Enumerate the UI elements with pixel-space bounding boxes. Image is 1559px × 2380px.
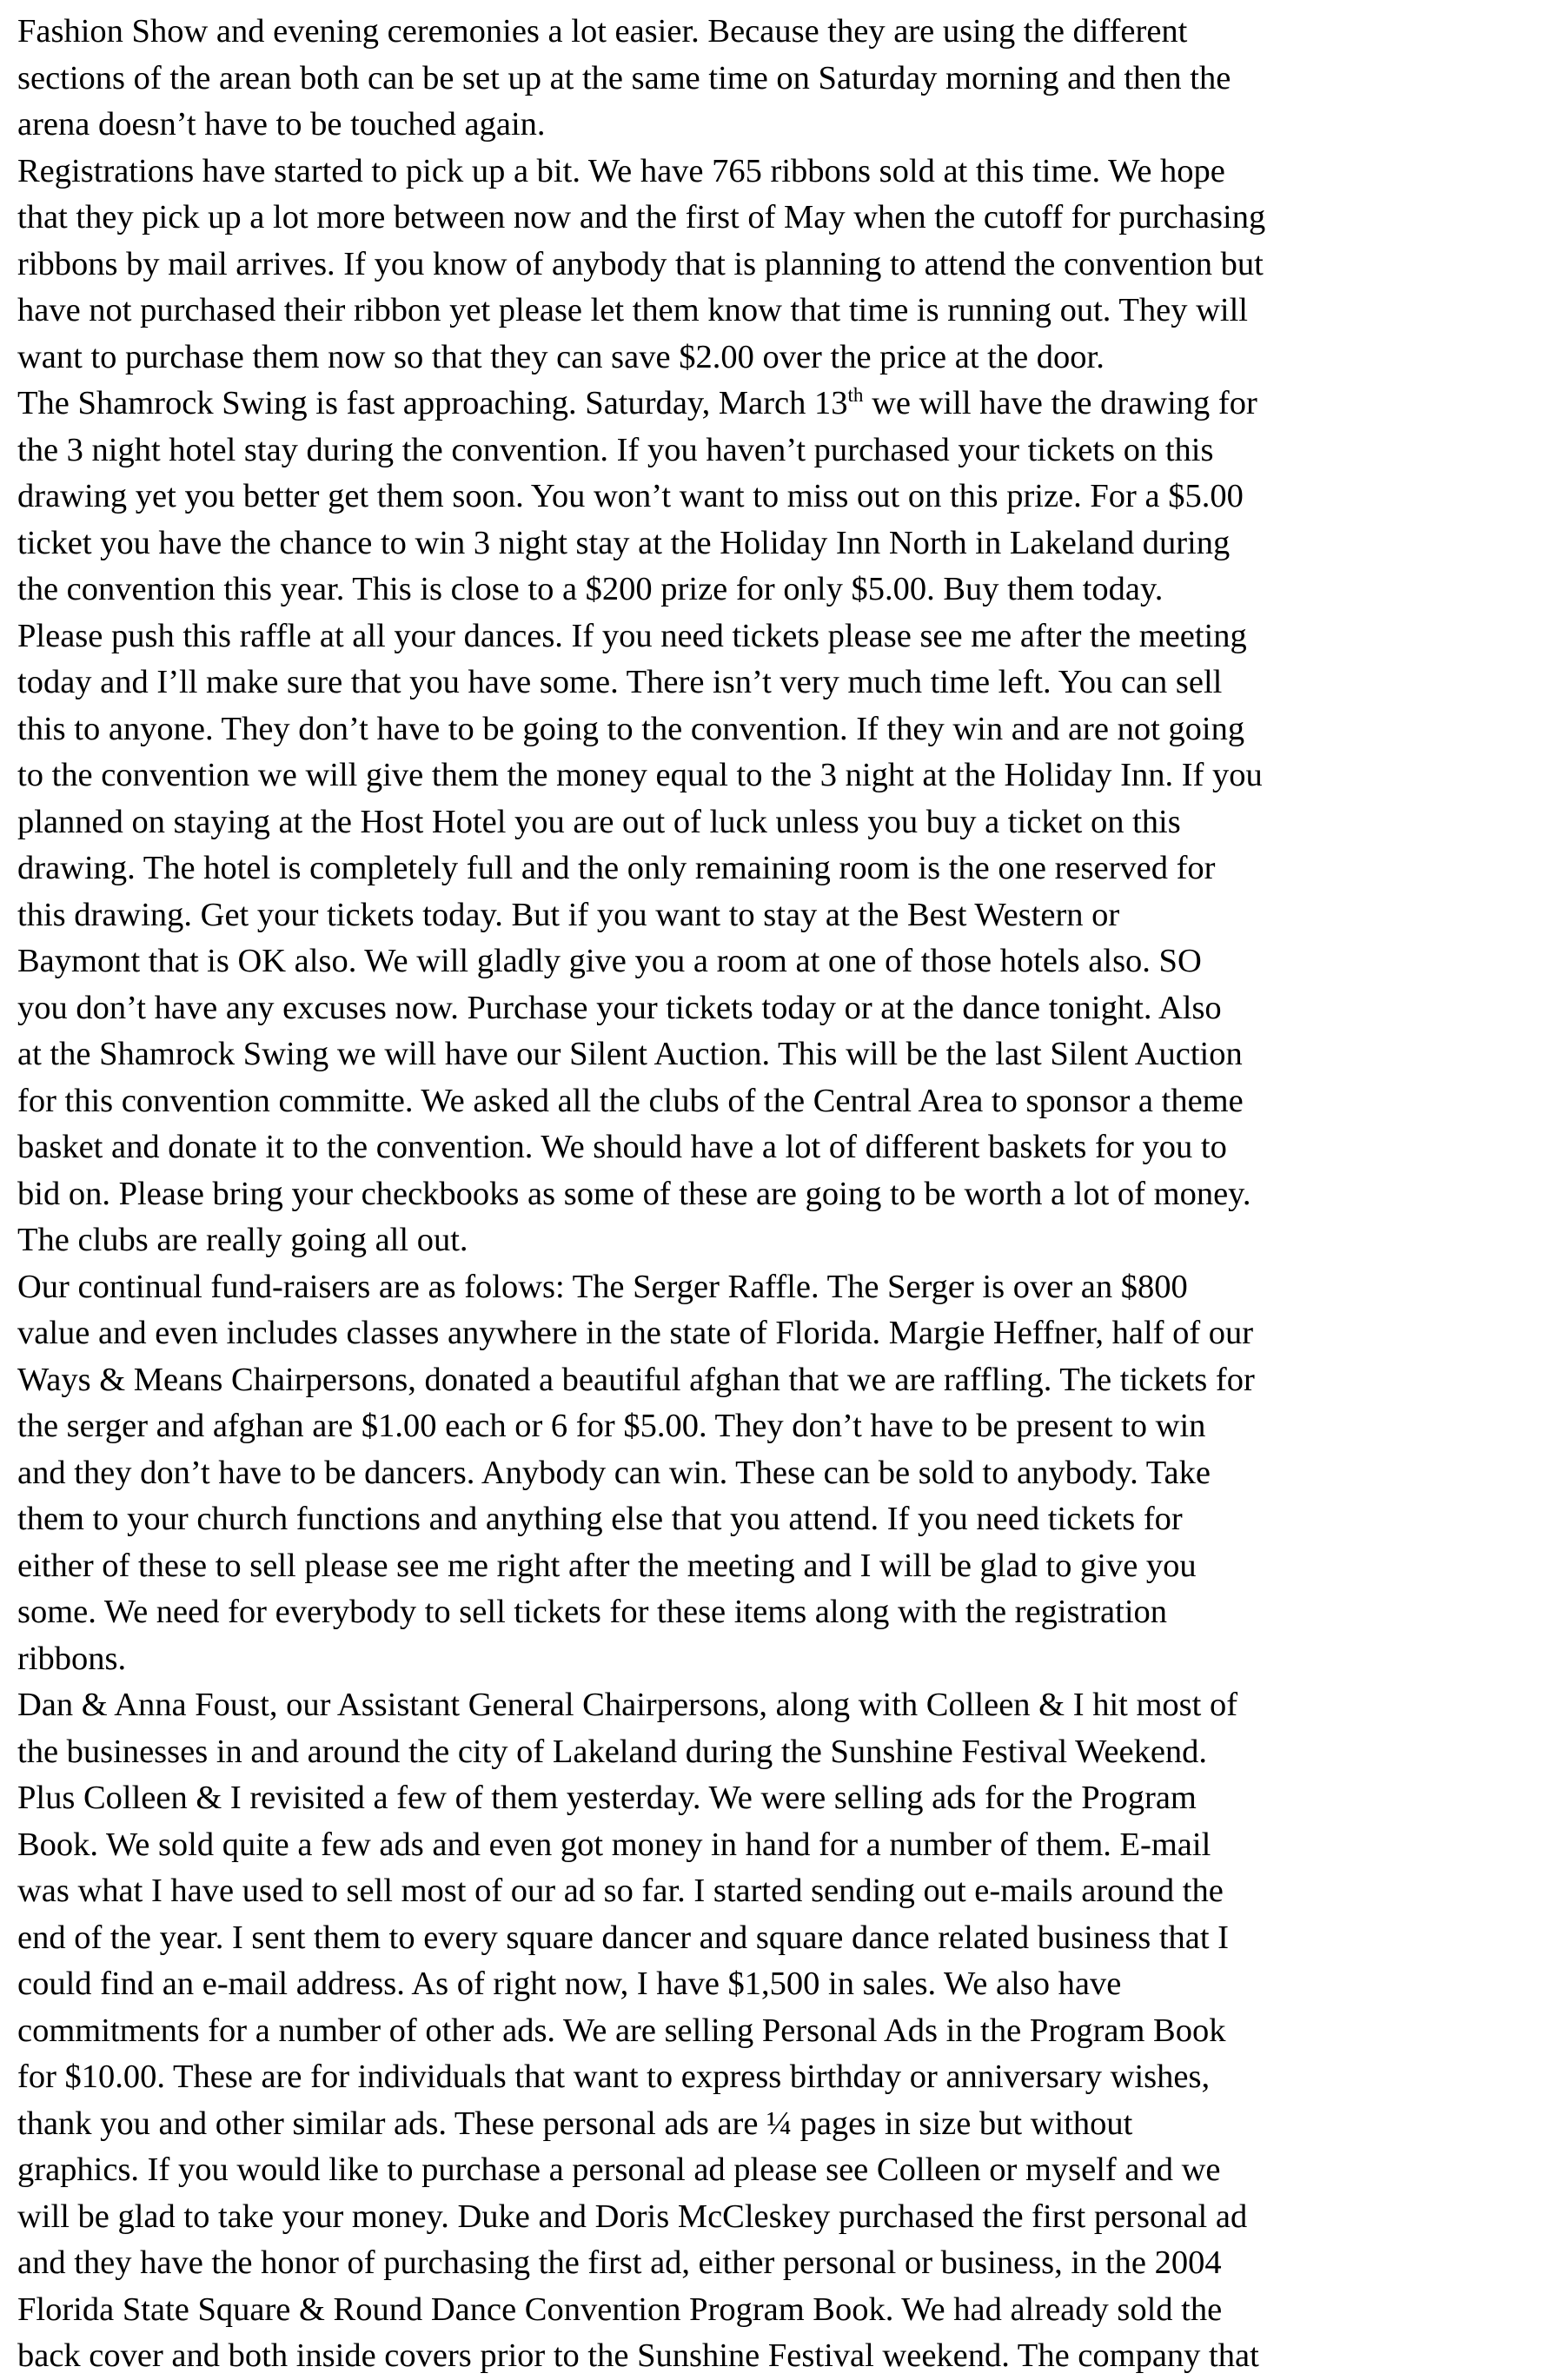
paragraph-registrations <box>17 149 1547 381</box>
text-line: bid on. Please bring your checkbooks as some of these are going to be worth a lot of money. <box>17 1175 1251 1212</box>
text-line: have not purchased their ribbon yet please let them know that time is running out. They will <box>17 292 1248 328</box>
text-line: this drawing. Get your tickets today. But if you want to stay at the Best Western or <box>17 896 1120 933</box>
text-line: Florida State Square & Round Dance Convention Program Book. We had already sold the <box>17 2291 1223 2328</box>
text-line: commitments for a number of other ads. We are selling Personal Ads in the Program Book <box>17 2012 1226 2049</box>
text-line: planned on staying at the Host Hotel you are out of luck unless you buy a ticket on this <box>17 803 1181 840</box>
text-line: sections of the arean both can be set up at the same time on Saturday morning and then the <box>17 59 1231 96</box>
paragraph-fund-raisers <box>17 1264 1547 1683</box>
text-line: basket and donate it to the convention. We should have a lot of different baskets for you to <box>17 1129 1227 1165</box>
text-line: Book. We sold quite a few ads and even got money in hand for a number of them. E-mail <box>17 1826 1211 1863</box>
text-line: Our continual fund-raisers are as folows: The Serger Raffle. The Serger is over an $800 <box>17 1268 1188 1305</box>
text-line: thank you and other similar ads. These personal ads are ¼ pages in size but without <box>17 2105 1133 2142</box>
text-line: graphics. If you would like to purchase a personal ad please see Colleen or myself and we <box>17 2151 1221 2188</box>
text-line: the 3 night hotel stay during the convention. If you haven’t purchased your tickets on this <box>17 431 1214 468</box>
text-line: Fashion Show and evening ceremonies a lot easier. Because they are using the different <box>17 13 1188 50</box>
text-line: and they have the honor of purchasing the first ad, either personal or business, in the 2004 <box>17 2244 1222 2281</box>
text-line: Baymont that is OK also. We will gladly give you a room at one of those hotels also. SO <box>17 943 1202 979</box>
text-line: Registrations have started to pick up a bit. We have 765 ribbons sold at this time. We hope <box>17 152 1225 189</box>
text-line: and they don’t have to be dancers. Anybody can win. These can be sold to anybody. Take <box>17 1454 1211 1491</box>
text-line: for $10.00. These are for individuals that want to express birthday or anniversary wishes, <box>17 2058 1211 2095</box>
text-line: could find an e-mail address. As of right now, I have $1,500 in sales. We also have <box>17 1966 1122 2002</box>
text-line: the businesses in and around the city of Lakeland during the Sunshine Festival Weekend. <box>17 1733 1208 1770</box>
text-line: today and I’ll make sure that you have some. There isn’t very much time left. You can sell <box>17 664 1223 700</box>
text-line: want to purchase them now so that they can save $2.00 over the price at the door. <box>17 338 1105 375</box>
text-line: value and even includes classes anywhere in the state of Florida. Margie Heffner, half of our <box>17 1315 1254 1351</box>
text-line: Plus Colleen & I revisited a few of them yesterday. We were selling ads for the Program <box>17 1780 1197 1816</box>
text-line: the convention this year. This is close to a $200 prize for only $5.00. Buy them today. <box>17 571 1164 607</box>
text-line: drawing yet you better get them soon. You won’t want to miss out on this prize. For a $5.00 <box>17 478 1244 514</box>
paragraph-shamrock-swing <box>17 381 1547 1264</box>
text-line: back cover and both inside covers prior to the Sunshine Festival weekend. The company that <box>17 2337 1259 2374</box>
text-line: arena doesn’t have to be touched again. <box>17 106 546 143</box>
document-page <box>17 9 1547 2380</box>
paragraph-program-book-ads <box>17 1682 1547 2380</box>
text-line: Dan & Anna Foust, our Assistant General Chairpersons, along with Colleen & I hit most of <box>17 1687 1238 1723</box>
text-line: ribbons. <box>17 1640 127 1677</box>
text-line: Please push this raffle at all your dances. If you need tickets please see me after the meeting <box>17 617 1247 654</box>
text-line: Ways & Means Chairpersons, donated a beautiful afghan that we are raffling. The tickets for <box>17 1361 1255 1398</box>
text-line: them to your church functions and anything else that you attend. If you need tickets for <box>17 1501 1183 1537</box>
text-line: ticket you have the chance to win 3 night stay at the Holiday Inn North in Lakeland during <box>17 524 1231 561</box>
text-line: this to anyone. They don’t have to be going to the convention. If they win and are not going <box>17 710 1245 747</box>
text-line: drawing. The hotel is completely full and the only remaining room is the one reserved for <box>17 850 1216 886</box>
text-line: to the convention we will give them the money equal to the 3 night at the Holiday Inn. If you <box>17 757 1263 793</box>
text-line: ribbons by mail arrives. If you know of anybody that is planning to attend the convention but <box>17 245 1264 282</box>
text-line: will be glad to take your money. Duke and Doris McCleskey purchased the first personal ad <box>17 2198 1248 2235</box>
text-line: The clubs are really going all out. <box>17 1222 468 1258</box>
text-line: the serger and afghan are $1.00 each or 6 for $5.00. They don’t have to be present to win <box>17 1408 1206 1444</box>
text-line: at the Shamrock Swing we will have our Silent Auction. This will be the last Silent Auction <box>17 1036 1243 1072</box>
text-line: some. We need for everybody to sell tickets for these items along with the registration <box>17 1594 1168 1630</box>
text-line: that they pick up a lot more between now and the first of May when the cutoff for purchasing <box>17 199 1266 235</box>
text-line: you don’t have any excuses now. Purchase your tickets today or at the dance tonight. Also <box>17 989 1222 1026</box>
text-line: either of these to sell please see me right after the meeting and I will be glad to give you <box>17 1547 1197 1584</box>
ordinal-superscript: th <box>847 383 864 407</box>
text-line: for this convention committe. We asked all the clubs of the Central Area to sponsor a theme <box>17 1082 1244 1119</box>
text-line: end of the year. I sent them to every square dancer and square dance related business that I <box>17 1919 1229 1956</box>
text-line-with-superscript: The Shamrock Swing is fast approaching. Saturday, March 13th we will have the drawing for <box>17 383 1257 421</box>
paragraph-fashion-show <box>17 9 1547 149</box>
text-line: was what I have used to sell most of our ad so far. I started sending out e-mails around the <box>17 1873 1224 1909</box>
